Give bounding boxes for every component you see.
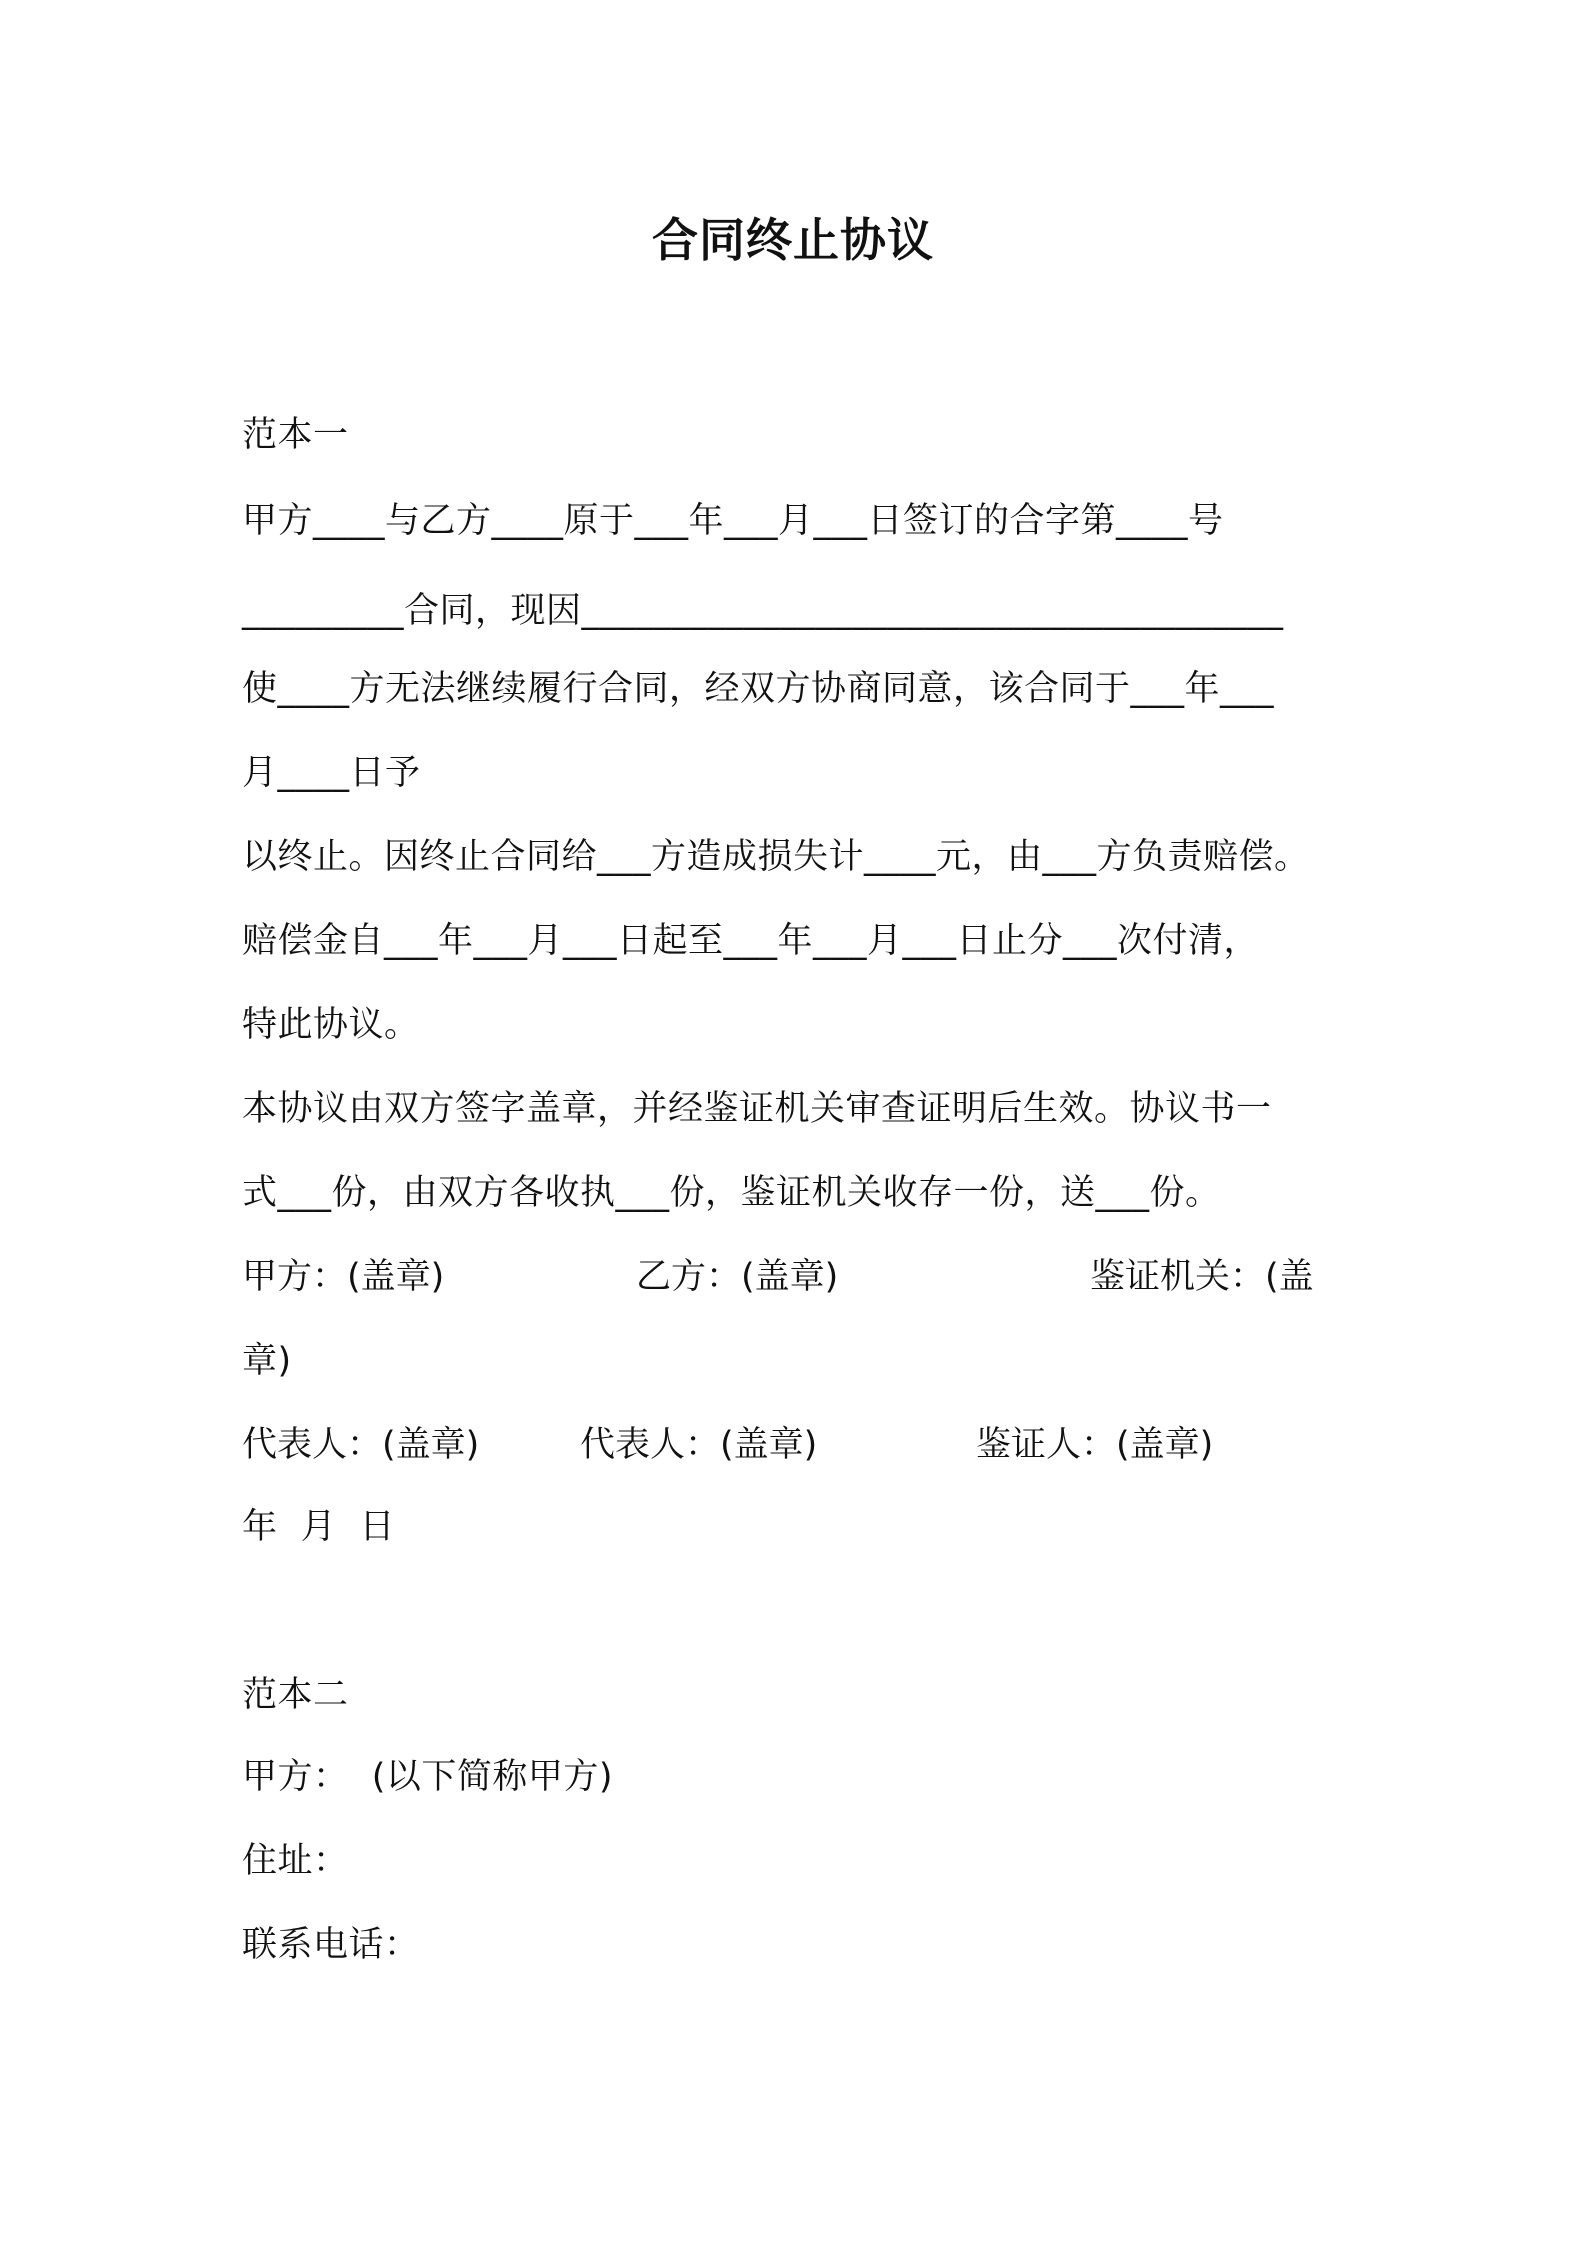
sample1-line-8: 本协议由双方签字盖章，并经鉴证机关审查证明后生效。协议书一 (242, 1089, 1272, 1129)
rep-a-seal: 代表人：(盖章) (242, 1425, 480, 1465)
authority-seal-wrap: 章) (242, 1341, 292, 1381)
sample1-line-6: 赔偿金自___年___月___日起至___年___月___日止分___次付清， (242, 921, 1260, 961)
authority-seal: 鉴证机关：(盖 (1090, 1257, 1314, 1297)
document-title: 合同终止协议 (652, 213, 934, 267)
signature-row-parties (0, 1252, 1586, 1302)
party-b-seal: 乙方：(盖章) (636, 1257, 839, 1297)
sample1-line-3: 使____方无法继续履行合同，经双方协商同意，该合同于___年___ (242, 669, 1275, 709)
sample1-line-9: 式___份，由双方各收执___份，鉴证机关收存一份，送___份。 (242, 1173, 1221, 1213)
sample2-party-a: 甲方： (以下简称甲方) (242, 1757, 614, 1797)
sample1-line-1: 甲方____与乙方____原于___年___月___日签订的合字第____号 (242, 501, 1224, 541)
signature-row-representatives (0, 1420, 1586, 1470)
sample1-heading: 范本一 (242, 415, 349, 455)
date-line: 年 月 日 (242, 1507, 396, 1547)
rep-b-seal: 代表人：(盖章) (580, 1425, 818, 1465)
sample1-line-7: 特此协议。 (242, 1005, 420, 1045)
sample1-line-5: 以终止。因终止合同给___方造成损失计____元，由___方负责赔偿。 (242, 837, 1310, 877)
sample2-heading: 范本二 (242, 1675, 349, 1715)
sample2-phone: 联系电话： (242, 1925, 420, 1965)
sample1-line-2: _________合同，现因_______________________________________ (242, 591, 1284, 631)
verifier-seal: 鉴证人：(盖章) (976, 1425, 1214, 1465)
sample2-address: 住址： (242, 1841, 349, 1881)
sample1-line-4: 月____日予 (242, 753, 421, 793)
party-a-seal: 甲方：(盖章) (242, 1257, 445, 1297)
